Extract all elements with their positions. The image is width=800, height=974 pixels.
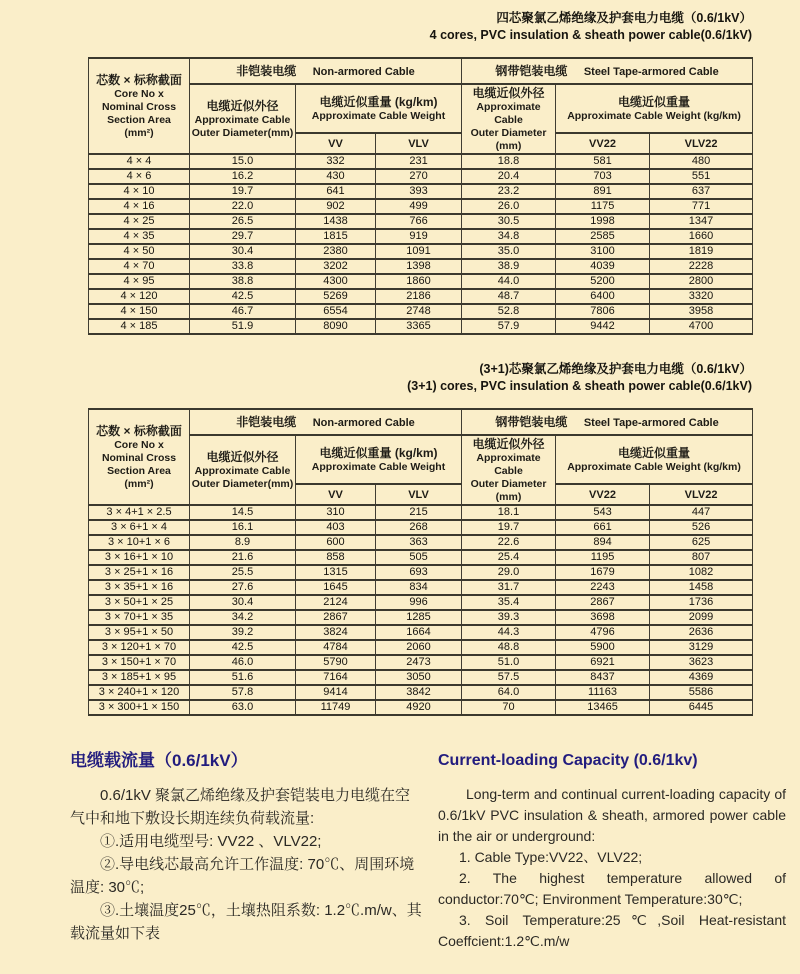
weight-armored-zh: 电缆近似重量	[618, 95, 691, 109]
table-cell: 3202	[296, 259, 376, 274]
table-cell: 4 × 6	[89, 169, 190, 184]
table-cell: 6400	[556, 289, 650, 304]
table-row	[89, 244, 753, 259]
table-cell: 3698	[556, 610, 650, 625]
table-cell: 29.0	[462, 565, 556, 580]
table-cell: 5200	[556, 274, 650, 289]
table-cell: 3958	[650, 304, 753, 319]
table-cell: 2867	[556, 595, 650, 610]
core-size-header-en: Core No x Nominal Cross Section Area (mm²)	[101, 88, 177, 139]
table-cell: 3 × 70+1 × 35	[89, 610, 190, 625]
table-cell: 26.5	[190, 214, 296, 229]
table-cell: 42.5	[190, 640, 296, 655]
table-cell: 2124	[296, 595, 376, 610]
table-cell: 57.9	[462, 319, 556, 334]
table-cell: 1091	[376, 244, 462, 259]
non-armored-group-header	[190, 409, 462, 435]
table-cell: 4 × 16	[89, 199, 190, 214]
table-cell: 57.5	[462, 670, 556, 685]
table-cell: 35.0	[462, 244, 556, 259]
note-paragraph: 0.6/1kV 聚氯乙烯绝缘及护套铠装电力电缆在空气中和地下敷设长期连续负荷载流量:	[70, 787, 411, 827]
table-cell: 5586	[650, 685, 753, 700]
table-cell: 4039	[556, 259, 650, 274]
core-size-header	[89, 409, 190, 505]
table-cell: 919	[376, 229, 462, 244]
col-header-vv22: VV22	[556, 484, 650, 505]
table-cell: 1175	[556, 199, 650, 214]
table-cell: 1660	[650, 229, 753, 244]
table-cell: 11163	[556, 685, 650, 700]
table-row	[89, 259, 753, 274]
table-cell: 641	[296, 184, 376, 199]
note-body-en	[438, 784, 786, 952]
core-size-header-zh: 芯数 × 标称截面	[96, 424, 182, 438]
table-cell: 1398	[376, 259, 462, 274]
table-cell: 3842	[376, 685, 462, 700]
table-cell: 332	[296, 154, 376, 169]
note-paragraph: ②.导电线芯最高允许工作温度: 70℃、周围环境温度: 30℃;	[70, 856, 415, 896]
table-row	[89, 565, 753, 580]
table-cell: 3050	[376, 670, 462, 685]
table-cell: 403	[296, 520, 376, 535]
table-cell: 430	[296, 169, 376, 184]
table-row	[89, 289, 753, 304]
table-cell: 48.8	[462, 640, 556, 655]
armored-zh: 钢带铠装电缆	[495, 64, 568, 78]
table-cell: 3365	[376, 319, 462, 334]
table-cell: 3623	[650, 655, 753, 670]
table-cell: 4 × 25	[89, 214, 190, 229]
table-cell: 4 × 35	[89, 229, 190, 244]
table-cell: 64.0	[462, 685, 556, 700]
table-cell: 4 × 185	[89, 319, 190, 334]
table-cell: 1315	[296, 565, 376, 580]
table-cell: 52.8	[462, 304, 556, 319]
current-capacity-note-en	[438, 750, 786, 952]
note-title-zh: 电缆载流量（0.6/1kV）	[70, 751, 248, 770]
table-cell: 1815	[296, 229, 376, 244]
armored-group-header	[462, 58, 753, 84]
table-row	[89, 640, 753, 655]
col-header-vlv22: VLV22	[650, 133, 753, 154]
col-header-vv22: VV22	[556, 133, 650, 154]
table-row	[89, 520, 753, 535]
table-cell: 600	[296, 535, 376, 550]
table-row	[89, 154, 753, 169]
table1-title-en: 4 cores, PVC insulation & sheath power cable(0.6/1kV)	[429, 28, 752, 42]
table-cell: 51.6	[190, 670, 296, 685]
table-cell: 1664	[376, 625, 462, 640]
three-plus-one-core-cable-table	[88, 408, 753, 716]
table2-title-zh: (3+1)芯聚氯乙烯绝缘及护套电力电缆（0.6/1kV）	[479, 362, 752, 376]
table2-title-en: (3+1) cores, PVC insulation & sheath power cable(0.6/1kV)	[407, 379, 752, 393]
table-cell: 22.6	[462, 535, 556, 550]
table-cell: 2186	[376, 289, 462, 304]
table-cell: 51.0	[462, 655, 556, 670]
table-row	[89, 169, 753, 184]
table1-title-block	[88, 0, 752, 44]
table-cell: 35.4	[462, 595, 556, 610]
table-cell: 637	[650, 184, 753, 199]
table-cell: 3320	[650, 289, 753, 304]
od-armored-header	[462, 435, 556, 505]
table-cell: 3 × 10+1 × 6	[89, 535, 190, 550]
table-cell: 2243	[556, 580, 650, 595]
od-armored-zh: 电缆近似外径	[472, 86, 545, 100]
weight-non-armored-header	[296, 84, 462, 133]
od-non-armored-en: Approximate Cable Outer Diameter(mm)	[191, 114, 294, 139]
table-cell: 38.9	[462, 259, 556, 274]
table-cell: 21.6	[190, 550, 296, 565]
table-cell: 4796	[556, 625, 650, 640]
table1-title-zh: 四芯聚氯乙烯绝缘及护套电力电缆（0.6/1kV）	[496, 11, 752, 25]
col-header-vlv: VLV	[376, 133, 462, 154]
table-cell: 33.8	[190, 259, 296, 274]
table-cell: 661	[556, 520, 650, 535]
table-row	[89, 274, 753, 289]
table-row	[89, 505, 753, 520]
table-cell: 42.5	[190, 289, 296, 304]
table-body	[89, 505, 753, 715]
table-cell: 13465	[556, 700, 650, 715]
table-cell: 51.9	[190, 319, 296, 334]
table-cell: 215	[376, 505, 462, 520]
table-row	[89, 700, 753, 715]
non-armored-group-header	[190, 58, 462, 84]
table-cell: 766	[376, 214, 462, 229]
table-cell: 2380	[296, 244, 376, 259]
table-cell: 3 × 4+1 × 2.5	[89, 505, 190, 520]
table-cell: 3 × 185+1 × 95	[89, 670, 190, 685]
table-row	[89, 670, 753, 685]
table-cell: 4369	[650, 670, 753, 685]
note-paragraph: Long-term and continual current-loading capacity of 0.6/1kV PVC insulation & sheath, armored power cable in the air or underground:	[438, 786, 786, 844]
table-cell: 5900	[556, 640, 650, 655]
table-cell: 31.7	[462, 580, 556, 595]
table-header	[89, 409, 753, 505]
table-cell: 1347	[650, 214, 753, 229]
table-cell: 2867	[296, 610, 376, 625]
table-cell: 4 × 95	[89, 274, 190, 289]
table-cell: 27.6	[190, 580, 296, 595]
table-row	[89, 595, 753, 610]
note-paragraph: ①.适用电缆型号: VV22 、VLV22;	[100, 833, 322, 850]
table-row	[89, 229, 753, 244]
non-armored-en: Non-armored Cable	[312, 66, 415, 78]
table-cell: 3 × 25+1 × 16	[89, 565, 190, 580]
table-cell: 25.5	[190, 565, 296, 580]
table-cell: 8090	[296, 319, 376, 334]
table-cell: 4 × 4	[89, 154, 190, 169]
table-cell: 15.0	[190, 154, 296, 169]
note-title-en: Current-loading Capacity (0.6/1kv)	[438, 752, 698, 769]
table-cell: 551	[650, 169, 753, 184]
core-size-header	[89, 58, 190, 154]
weight-armored-zh: 电缆近似重量	[618, 446, 691, 460]
table-cell: 894	[556, 535, 650, 550]
table-cell: 3 × 150+1 × 70	[89, 655, 190, 670]
core-size-header-zh: 芯数 × 标称截面	[96, 73, 182, 87]
armored-en: Steel Tape-armored Cable	[583, 417, 719, 429]
table-cell: 30.5	[462, 214, 556, 229]
notes-section	[70, 750, 786, 952]
table-cell: 26.0	[462, 199, 556, 214]
table-cell: 3 × 240+1 × 120	[89, 685, 190, 700]
table-row	[89, 184, 753, 199]
non-armored-zh: 非铠装电缆	[236, 64, 297, 78]
table-cell: 499	[376, 199, 462, 214]
table-cell: 30.4	[190, 244, 296, 259]
table-cell: 46.7	[190, 304, 296, 319]
table-row	[89, 304, 753, 319]
table-cell: 1458	[650, 580, 753, 595]
table-cell: 270	[376, 169, 462, 184]
table-row	[89, 655, 753, 670]
table-cell: 363	[376, 535, 462, 550]
table-cell: 1860	[376, 274, 462, 289]
table-cell: 1195	[556, 550, 650, 565]
table-cell: 807	[650, 550, 753, 565]
od-armored-en: Approximate Cable Outer Diameter (mm)	[470, 101, 547, 152]
table-cell: 7164	[296, 670, 376, 685]
table-cell: 44.0	[462, 274, 556, 289]
table-cell: 18.1	[462, 505, 556, 520]
table-cell: 23.2	[462, 184, 556, 199]
table-cell: 38.8	[190, 274, 296, 289]
table-cell: 22.0	[190, 199, 296, 214]
table-cell: 996	[376, 595, 462, 610]
table-cell: 44.3	[462, 625, 556, 640]
table-cell: 771	[650, 199, 753, 214]
note-paragraph: 1. Cable Type:VV22、VLV22;	[459, 849, 643, 865]
note-paragraph: ③.土壤温度25℃，土壤热阻系数: 1.2℃.m/w、其载流量如下表	[70, 902, 422, 942]
table-cell: 39.3	[462, 610, 556, 625]
table-cell: 3824	[296, 625, 376, 640]
note-body-zh	[70, 784, 422, 945]
table-cell: 30.4	[190, 595, 296, 610]
table-cell: 34.2	[190, 610, 296, 625]
table-cell: 1998	[556, 214, 650, 229]
table-cell: 693	[376, 565, 462, 580]
table-cell: 447	[650, 505, 753, 520]
table-cell: 2473	[376, 655, 462, 670]
table-cell: 231	[376, 154, 462, 169]
table-cell: 46.0	[190, 655, 296, 670]
table-cell: 6554	[296, 304, 376, 319]
table-cell: 39.2	[190, 625, 296, 640]
non-armored-en: Non-armored Cable	[312, 417, 415, 429]
table-cell: 5269	[296, 289, 376, 304]
table-cell: 543	[556, 505, 650, 520]
weight-armored-header	[556, 435, 753, 484]
table-row	[89, 319, 753, 334]
armored-group-header	[462, 409, 753, 435]
table-cell: 19.7	[462, 520, 556, 535]
table-cell: 3100	[556, 244, 650, 259]
table-cell: 48.7	[462, 289, 556, 304]
table-cell: 268	[376, 520, 462, 535]
table-row	[89, 580, 753, 595]
table-cell: 5790	[296, 655, 376, 670]
table-row	[89, 625, 753, 640]
table-cell: 703	[556, 169, 650, 184]
weight-armored-header	[556, 84, 753, 133]
table-cell: 4300	[296, 274, 376, 289]
table-row	[89, 685, 753, 700]
table-cell: 2099	[650, 610, 753, 625]
table-cell: 57.8	[190, 685, 296, 700]
weight-armored-en: Approximate Cable Weight (kg/km)	[567, 461, 741, 473]
table-cell: 7806	[556, 304, 650, 319]
od-armored-zh: 电缆近似外径	[472, 437, 545, 451]
table-row	[89, 199, 753, 214]
table-cell: 902	[296, 199, 376, 214]
table-cell: 4700	[650, 319, 753, 334]
table-cell: 70	[462, 700, 556, 715]
table-cell: 3 × 120+1 × 70	[89, 640, 190, 655]
col-header-vlv: VLV	[376, 484, 462, 505]
armored-en: Steel Tape-armored Cable	[583, 66, 719, 78]
od-non-armored-header	[190, 435, 296, 505]
col-header-vv: VV	[296, 133, 376, 154]
table-cell: 858	[296, 550, 376, 565]
table-cell: 3 × 6+1 × 4	[89, 520, 190, 535]
weight-non-armored-zh: 电缆近似重量 (kg/km)	[319, 95, 438, 109]
table-cell: 6445	[650, 700, 753, 715]
table-cell: 9414	[296, 685, 376, 700]
weight-non-armored-header	[296, 435, 462, 484]
od-armored-en: Approximate Cable Outer Diameter (mm)	[470, 452, 547, 503]
weight-non-armored-en: Approximate Cable Weight	[311, 110, 446, 122]
table-cell: 25.4	[462, 550, 556, 565]
table-cell: 310	[296, 505, 376, 520]
table-cell: 3 × 35+1 × 16	[89, 580, 190, 595]
weight-armored-en: Approximate Cable Weight (kg/km)	[567, 110, 741, 122]
table-cell: 3 × 300+1 × 150	[89, 700, 190, 715]
armored-zh: 钢带铠装电缆	[495, 415, 568, 429]
table-cell: 8.9	[190, 535, 296, 550]
table-cell: 11749	[296, 700, 376, 715]
table-cell: 18.8	[462, 154, 556, 169]
table-cell: 3 × 50+1 × 25	[89, 595, 190, 610]
weight-non-armored-en: Approximate Cable Weight	[311, 461, 446, 473]
table-cell: 625	[650, 535, 753, 550]
table-cell: 34.8	[462, 229, 556, 244]
od-non-armored-en: Approximate Cable Outer Diameter(mm)	[191, 465, 294, 490]
table-cell: 8437	[556, 670, 650, 685]
od-armored-header	[462, 84, 556, 154]
table-cell: 4 × 150	[89, 304, 190, 319]
table-cell: 4 × 50	[89, 244, 190, 259]
table-cell: 16.1	[190, 520, 296, 535]
note-paragraph: 3. Soil Temperature:25℃,Soil Heat-resistant Coeffcient:1.2℃.m/w	[438, 912, 786, 949]
table-row	[89, 214, 753, 229]
od-non-armored-header	[190, 84, 296, 154]
core-size-header-en: Core No x Nominal Cross Section Area (mm²)	[101, 439, 177, 490]
col-header-vv: VV	[296, 484, 376, 505]
table-cell: 1645	[296, 580, 376, 595]
table-cell: 19.7	[190, 184, 296, 199]
table-cell: 393	[376, 184, 462, 199]
od-non-armored-zh: 电缆近似外径	[206, 99, 279, 113]
table-cell: 480	[650, 154, 753, 169]
table-cell: 16.2	[190, 169, 296, 184]
table-cell: 1285	[376, 610, 462, 625]
table-cell: 1082	[650, 565, 753, 580]
table-cell: 4 × 70	[89, 259, 190, 274]
note-paragraph: 2. The highest temperature allowed of conductor:70℃; Environment Temperature:30℃;	[438, 870, 786, 907]
table-cell: 9442	[556, 319, 650, 334]
weight-non-armored-zh: 电缆近似重量 (kg/km)	[319, 446, 438, 460]
table-body	[89, 154, 753, 334]
table-cell: 834	[376, 580, 462, 595]
table-cell: 1819	[650, 244, 753, 259]
table-cell: 891	[556, 184, 650, 199]
table-cell: 526	[650, 520, 753, 535]
table-cell: 1438	[296, 214, 376, 229]
table-cell: 4 × 10	[89, 184, 190, 199]
table2-title-block	[88, 361, 752, 395]
non-armored-zh: 非铠装电缆	[236, 415, 297, 429]
table-cell: 3129	[650, 640, 753, 655]
four-core-cable-table	[88, 57, 753, 335]
table-cell: 4920	[376, 700, 462, 715]
table-cell: 4 × 120	[89, 289, 190, 304]
table-cell: 2636	[650, 625, 753, 640]
table-cell: 4784	[296, 640, 376, 655]
table-cell: 505	[376, 550, 462, 565]
col-header-vlv22: VLV22	[650, 484, 753, 505]
table-header	[89, 58, 753, 154]
table-cell: 2585	[556, 229, 650, 244]
table-row	[89, 610, 753, 625]
table-cell: 3 × 95+1 × 50	[89, 625, 190, 640]
table-cell: 6921	[556, 655, 650, 670]
table-cell: 29.7	[190, 229, 296, 244]
table-cell: 63.0	[190, 700, 296, 715]
table-row	[89, 550, 753, 565]
table-cell: 3 × 16+1 × 10	[89, 550, 190, 565]
table-cell: 1679	[556, 565, 650, 580]
table-cell: 2228	[650, 259, 753, 274]
current-capacity-note-zh	[70, 750, 422, 945]
table-cell: 14.5	[190, 505, 296, 520]
od-non-armored-zh: 电缆近似外径	[206, 450, 279, 464]
table-row	[89, 535, 753, 550]
table-cell: 2748	[376, 304, 462, 319]
table-cell: 20.4	[462, 169, 556, 184]
table-cell: 2060	[376, 640, 462, 655]
table-cell: 2800	[650, 274, 753, 289]
table-cell: 581	[556, 154, 650, 169]
table-cell: 1736	[650, 595, 753, 610]
